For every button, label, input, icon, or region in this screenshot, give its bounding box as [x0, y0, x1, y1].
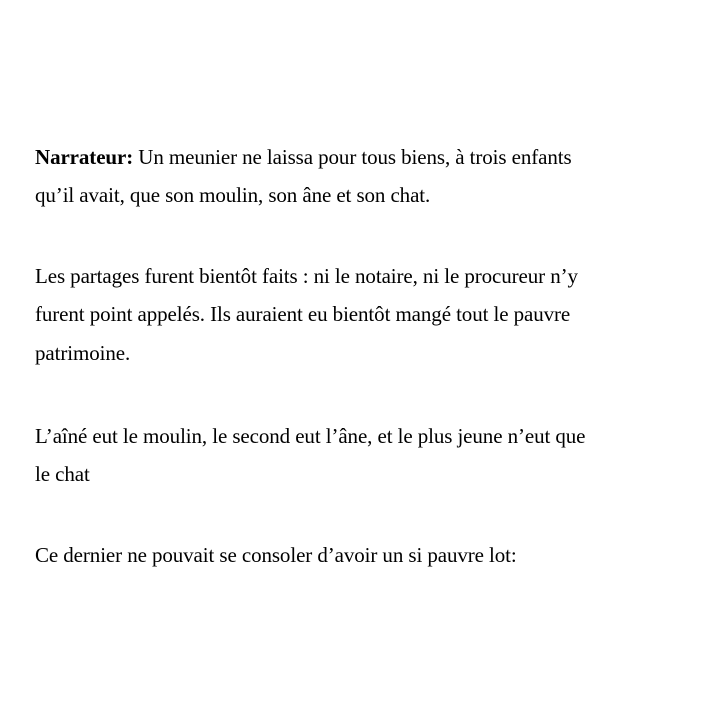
text-span: Un meunier ne laissa pour tous biens, à trois enfants	[133, 145, 572, 169]
text-line: furent point appelés. Ils auraient eu bientôt mangé tout le pauvre	[35, 302, 571, 326]
speaker-label: Narrateur:	[35, 145, 134, 169]
text-line	[35, 145, 572, 169]
text-line: Ce dernier ne pouvait se consoler d’avoir un si pauvre lot:	[35, 543, 517, 567]
text-line: Les partages furent bientôt faits : ni le notaire, ni le procureur n’y	[35, 264, 578, 288]
text-line: patrimoine.	[35, 341, 131, 365]
text-line: le chat	[35, 462, 90, 486]
text-line: qu’il avait, que son moulin, son âne et son chat.	[35, 183, 431, 207]
text-line: L’aîné eut le moulin, le second eut l’âne, et le plus jeune n’eut que	[35, 424, 586, 448]
